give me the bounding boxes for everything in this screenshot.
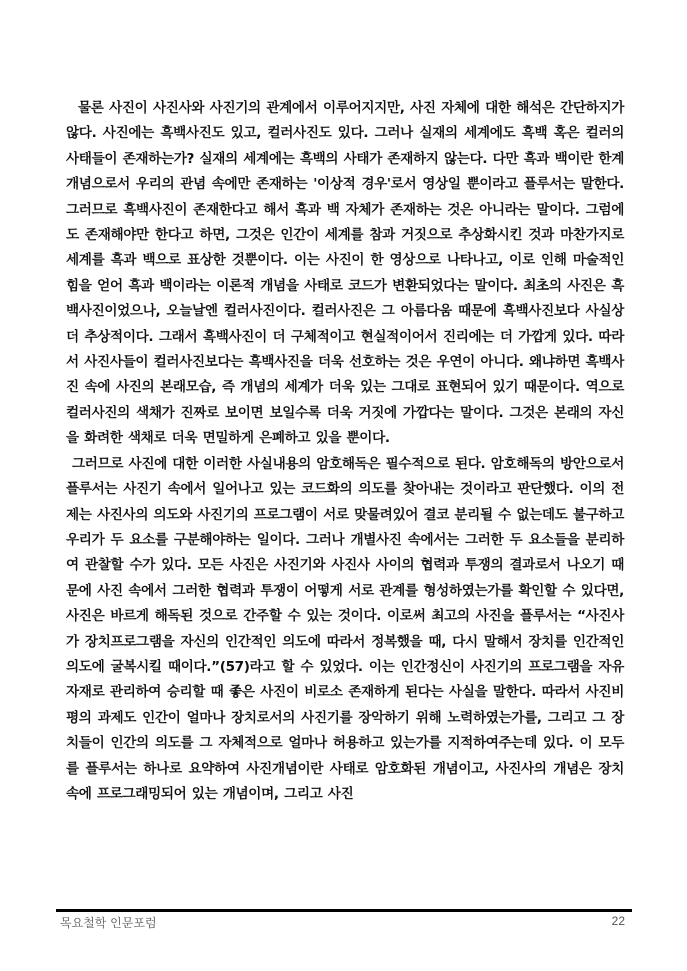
footer-divider bbox=[56, 909, 632, 912]
body-text bbox=[66, 96, 624, 807]
footer-title: 목요철학 인문포럼 bbox=[60, 916, 157, 930]
paragraph-2: 그러므로 사진에 대한 이러한 사실내용의 암호해독은 필수적으로 된다. 암호해독의 방안으로서 플루서는 사진기 속에서 일어나고 있는 코드화의 의도를 찾아내는 것이라고 판단했다. 이의 전제는 사진사의 의도와 사진기의 프로그램이 서로 맞물려있어 결코 분리될 수 없는데도 불구하고 우리가 두 요소를 구분해야하는 일이다. 그러나 개별사진 속에서는 그러한 두 요소들을 분리하여 관찰할 수가 있다. 모든 사진은 사진기와 사진사 사이의 협력과 투쟁의 결과로서 나오기 때문에 사진 속에서 그러한 협력과 투쟁이 어떻게 서로 관계를 형성하였는가를 확인할 수 있다면, 사진은 바르게 해독된 것으로 간주할 수 있는 것이다. 이로써 최고의 사진을 플루서는 “사진사가 장치프로그램을 자신의 인간적인 의도에 따라서 정복했을 때, 다시 말해서 장치를 인간적인 의도에 굴복시킬 때이다.”(57)라고 할 수 있었다. 이는 인간정신이 사진기의 프로그램을 자유자재로 관리하여 승리할 때 좋은 사진이 비로소 존재하게 된다는 사실을 말한다. 따라서 사진비평의 과제도 인간이 얼마나 장치로서의 사진기를 장악하기 위해 노력하였는가를, 그리고 그 장치들이 인간의 의도를 그 자체적으로 얼마나 허용하고 있는가를 지적하여주는데 있다. 이 모두를 플루서는 하나로 요약하여 사진개념이란 사태로 암호화된 개념이고, 사진사의 개념은 장치 속에 프로그래밍되어 있는 개념이며, 그리고 사진 bbox=[66, 455, 624, 802]
page-number: 22 bbox=[611, 914, 625, 928]
paragraph-1: 물론 사진이 사진사와 사진기의 관계에서 이루어지지만, 사진 자체에 대한 해석은 간단하지가 않다. 사진에는 흑백사진도 있고, 컬러사진도 있다. 그러나 실재의 세계에도 흑백 혹은 컬러의 사태들이 존재하는가? 실재의 세계에는 흑백의 사태가 존재하지 않는다. 다만 흑과 백이란 한계개념으로서 우리의 관념 속에만 존재하는 '이상적 경우'로서 영상일 뿐이라고 플루서는 말한다. 그러므로 흑백사진이 존재한다고 해서 흑과 백 자체가 존재하는 것은 아니라는 말이다. 그럼에도 존재해야만 한다고 하면, 그것은 인간이 세계를 참과 거짓으로 추상화시킨 것과 마찬가지로 세계를 흑과 백으로 표상한 것뿐이다. 이는 사진이 한 영상으로 나타나고, 이로 인해 마술적인 힘을 얻어 흑과 백이라는 이론적 개념을 사태로 코드가 변환되었다는 말이다. 최초의 사진은 흑백사진이었으나, 오늘날엔 컬러사진이다. 컬러사진은 그 아름다움 때문에 흑백사진보다 사실상 더 추상적이다. 그래서 흑백사진이 더 구체적이고 현실적이어서 진리에는 더 가깝게 있다. 따라서 사진사들이 컬러사진보다는 흑백사진을 더욱 선호하는 것은 우연이 아니다. 왜냐하면 흑백사진 속에 사진의 본래모습, 즉 개념의 세계가 더욱 있는 그대로 표현되어 있기 때문이다. 역으로 컬러사진의 색채가 진짜로 보이면 보일수록 더욱 거짓에 가깝다는 말이다. 그것은 본래의 자신을 화려한 색채로 더욱 면밀하게 은폐하고 있을 뿐이다. bbox=[66, 100, 624, 447]
